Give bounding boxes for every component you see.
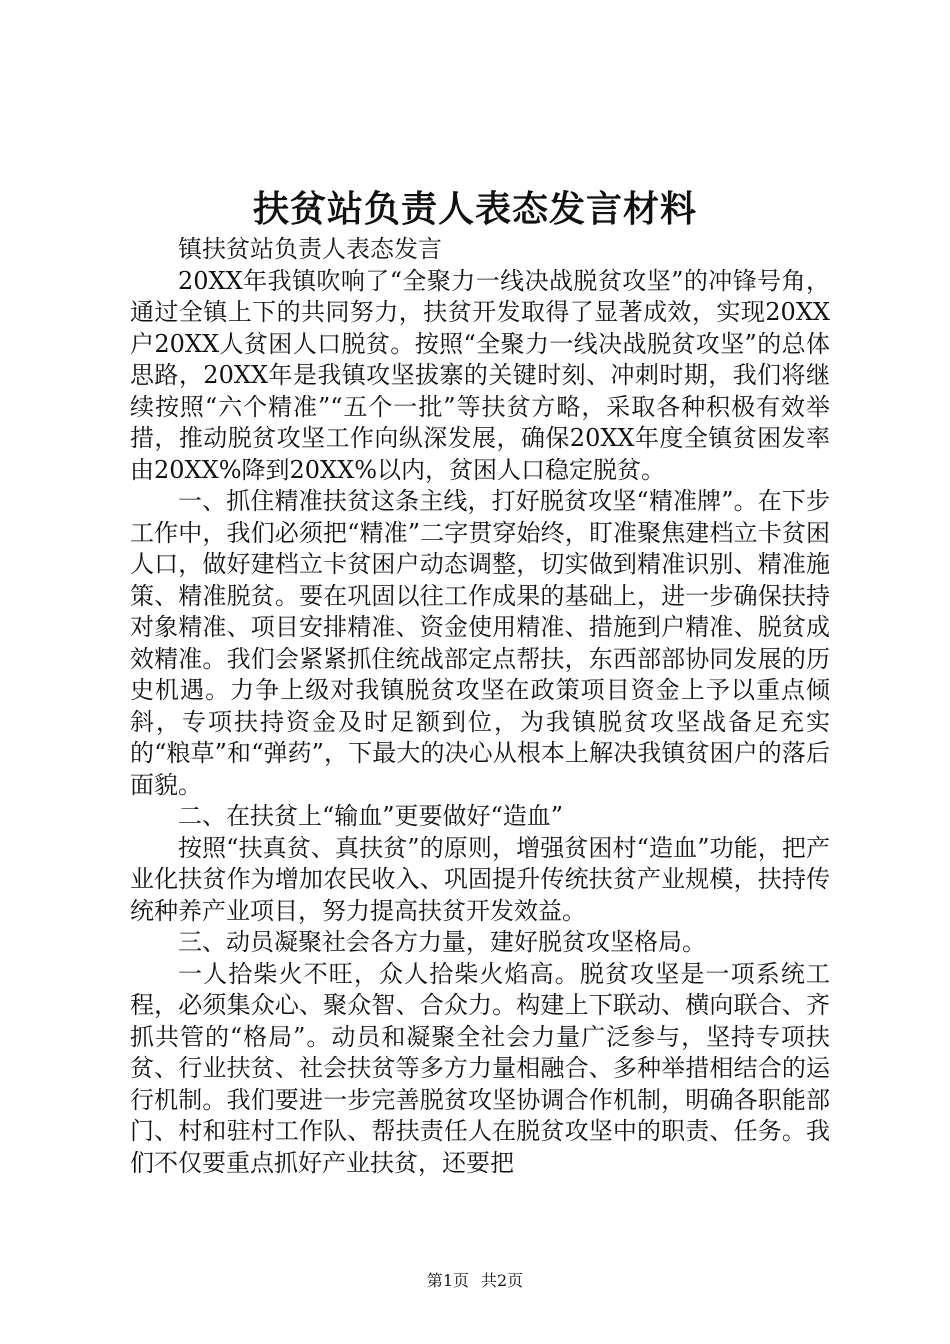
paragraph-subtitle: 镇扶贫站负责人表态发言	[178, 235, 442, 263]
page-number: 第1页	[426, 1271, 469, 1290]
paragraph-section-one: 一、抓住精准扶贫这条主线，打好脱贫攻坚“精准牌”。在下步工作中，我们必须把“精准”二字贯穿始终，盯准聚焦建档立卡贫困人口，做好建档立卡贫困户动态调整，切实做到精准识别、精准施策、精准脱贫。要在巩固以往工作成果的基础上，进一步确保扶持对象精准、项目安排精准、资金使用精准、措施到户精准、脱贫成效精准。我们会紧紧抓住统战部定点帮扶，东西部部协同发展的历史机遇。力争上级对我镇脱贫攻坚在政策项目资金上予以重点倾斜，专项扶持资金及时足额到位，为我镇脱贫攻坚战备足充实的“粮草”和“弹药”，下最大的决心从根本上解决我镇贫困户的落后面貌。	[130, 487, 830, 799]
paragraph-section-three-heading: 三、动员凝聚社会各方力量，建好脱贫攻坚格局。	[178, 928, 706, 956]
paragraph-section-two-body: 按照“扶真贫、真扶贫”的原则，增强贫困村“造血”功能，把产业化扶贫作为增加农民收入、巩固提升传统扶贫产业规模，扶持传统种养产业项目，努力提高扶贫开发效益。	[130, 833, 830, 925]
document-body	[130, 234, 830, 1179]
document-title: 扶贫站负责人表态发言材料	[252, 188, 697, 230]
paragraph-intro: 20XX年我镇吹响了“全聚力一线决战脱贫攻坚”的冲锋号角，通过全镇上下的共同努力，扶贫开发取得了显著成效，实现20XX户20XX人贫困人口脱贫。按照“全聚力一线决战脱贫攻坚”的总体思路，20XX年是我镇攻坚拔寨的关键时刻、冲刺时期，我们将继续按照“六个精准”“五个一批”等扶贫方略，采取各种积极有效举措，推动脱贫攻坚工作向纵深发展，确保20XX年度全镇贫困发率由20XX%降到20XX%以内，贫困人口稳定脱贫。	[130, 266, 830, 484]
page-total: 共2页	[481, 1271, 524, 1290]
page-footer	[0, 1270, 950, 1292]
paragraph-section-three-body: 一人拾柴火不旺，众人拾柴火焰高。脱贫攻坚是一项系统工程，必须集众心、聚众智、合众力。构建上下联动、横向联合、齐抓共管的“格局”。动员和凝聚全社会力量广泛参与，坚持专项扶贫、行业扶贫、社会扶贫等多方力量相融合、多种举措相结合的运行机制。我们要进一步完善脱贫攻坚协调合作机制，明确各职能部门、村和驻村工作队、帮扶责任人在脱贫攻坚中的职责、任务。我们不仅要重点抓好产业扶贫，还要把	[130, 959, 830, 1177]
paragraph-section-two-heading: 二、在扶贫上“输血”更要做好“造血”	[178, 802, 564, 830]
